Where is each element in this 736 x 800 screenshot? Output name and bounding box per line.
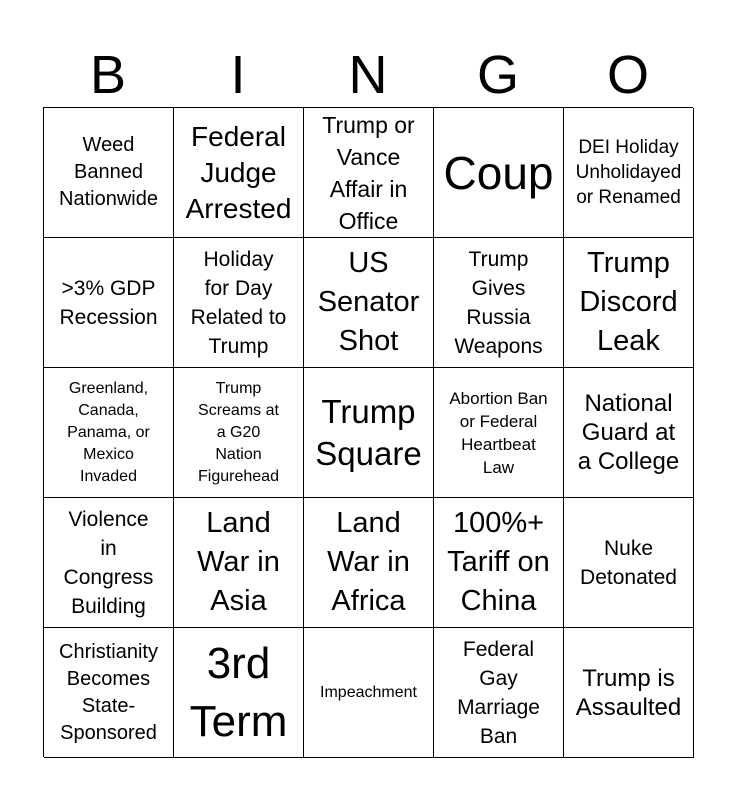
cell-text: Trump is Assaulted	[575, 664, 682, 721]
cell-text: Abortion Ban or Federal Heartbeat Law	[449, 388, 548, 477]
cell-text: Weed Banned Nationwide	[59, 134, 158, 210]
cell-text: National Guard at a College	[577, 390, 680, 475]
bingo-cell-r2c1[interactable]	[44, 238, 174, 368]
cell-text: Holiday for Day Related to Trump	[190, 247, 287, 358]
cell-text: Impeachment	[320, 683, 417, 701]
bingo-cell-r2c2[interactable]	[174, 238, 304, 368]
bingo-cell-r4c1[interactable]	[44, 498, 174, 628]
bingo-cell-r5c4[interactable]	[434, 628, 564, 758]
cell-text: >3% GDP Recession	[59, 276, 158, 329]
bingo-cell-r5c5[interactable]	[564, 628, 694, 758]
bingo-cell-r4c3[interactable]	[304, 498, 434, 628]
bingo-cell-r1c4[interactable]	[434, 108, 564, 238]
bingo-cell-r3c3[interactable]	[304, 368, 434, 498]
cell-text: Christianity Becomes State- Sponsored	[59, 640, 158, 744]
bingo-cell-r1c1[interactable]	[44, 108, 174, 238]
bingo-cell-r1c5[interactable]	[564, 108, 694, 238]
cell-text: Nuke Detonated	[580, 536, 677, 589]
cell-text: Federal Gay Marriage Ban	[457, 637, 540, 748]
bingo-cell-r3c5[interactable]	[564, 368, 694, 498]
cell-text: 100%+ Tariff on China	[447, 507, 550, 617]
bingo-cell-r4c2[interactable]	[174, 498, 304, 628]
cell-text: Federal Judge Arrested	[185, 120, 292, 224]
header-letter-g: G	[476, 45, 519, 105]
header-letter-i: I	[230, 45, 246, 105]
bingo-cell-r3c4[interactable]	[434, 368, 564, 498]
bingo-cell-r2c5[interactable]	[564, 238, 694, 368]
bingo-cell-r1c2[interactable]	[174, 108, 304, 238]
bingo-cell-r5c3[interactable]	[304, 628, 434, 758]
cell-text: Coup	[443, 146, 554, 199]
bingo-cell-r4c4[interactable]	[434, 498, 564, 628]
bingo-header	[43, 42, 693, 108]
bingo-cell-r4c5[interactable]	[564, 498, 694, 628]
bingo-cell-r2c4[interactable]	[434, 238, 564, 368]
cell-text: Land War in Asia	[197, 507, 280, 617]
cell-text: Trump or Vance Affair in Office	[322, 111, 415, 234]
cell-text: Trump Screams at a G20 Nation Figurehead	[198, 379, 279, 485]
cell-text: DEI Holiday Unholidayed or Renamed	[575, 137, 682, 208]
bingo-cell-r5c1[interactable]	[44, 628, 174, 758]
bingo-cell-r1c3[interactable]	[304, 108, 434, 238]
bingo-cell-r3c2[interactable]	[174, 368, 304, 498]
header-letter-o: O	[606, 45, 649, 105]
cell-text: Violence in Congress Building	[63, 507, 154, 618]
header-letter-n: N	[348, 45, 388, 105]
bingo-cell-r5c2[interactable]	[174, 628, 304, 758]
cell-text: Land War in Africa	[327, 507, 410, 617]
cell-text: US Senator Shot	[317, 247, 420, 357]
header-letter-b: B	[89, 45, 127, 105]
cell-text: Greenland, Canada, Panama, or Mexico Invaded	[67, 379, 150, 485]
bingo-card-grid	[43, 107, 693, 757]
cell-text: Trump Square	[315, 392, 422, 472]
bingo-cell-r3c1[interactable]	[44, 368, 174, 498]
cell-text: Trump Gives Russia Weapons	[454, 247, 543, 358]
cell-text: Trump Discord Leak	[579, 247, 678, 357]
bingo-cell-r2c3[interactable]	[304, 238, 434, 368]
cell-text: 3rd Term	[189, 638, 288, 746]
